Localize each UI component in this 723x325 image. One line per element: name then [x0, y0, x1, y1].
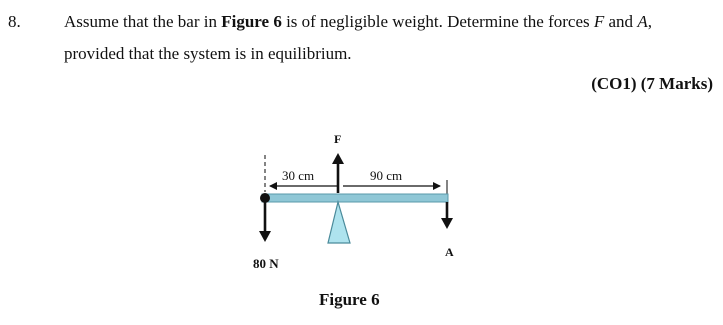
- beam-bar: [262, 194, 448, 202]
- figure-caption: Figure 6: [319, 290, 380, 309]
- marks-label: (CO1) (7 Marks): [591, 74, 713, 93]
- variable-f: F: [593, 12, 605, 31]
- question-text-part1: Assume that the bar in: [64, 12, 222, 31]
- force-a-label: A: [445, 245, 454, 259]
- question-text-line2: provided that the system is in equilibrium.: [64, 44, 352, 63]
- question-text-part3: and: [604, 12, 638, 31]
- support-triangle: [328, 202, 350, 243]
- load-80n-label: 80 N: [253, 256, 279, 271]
- dimension-label-90cm: 90 cm: [370, 168, 403, 183]
- question-number: 8.: [8, 12, 21, 31]
- dimension-label-30cm: 30 cm: [282, 168, 315, 183]
- question-text-part4: ,: [647, 12, 652, 31]
- force-a-arrowhead: [441, 218, 453, 229]
- figure-reference: Figure 6: [221, 12, 282, 31]
- force-f-arrowhead: [332, 153, 344, 164]
- force-f-label: F: [334, 132, 342, 146]
- load-80n-arrowhead: [259, 231, 271, 242]
- question-text-part2: is of negligible weight. Determine the forces: [281, 12, 594, 31]
- variable-a: A: [637, 12, 648, 31]
